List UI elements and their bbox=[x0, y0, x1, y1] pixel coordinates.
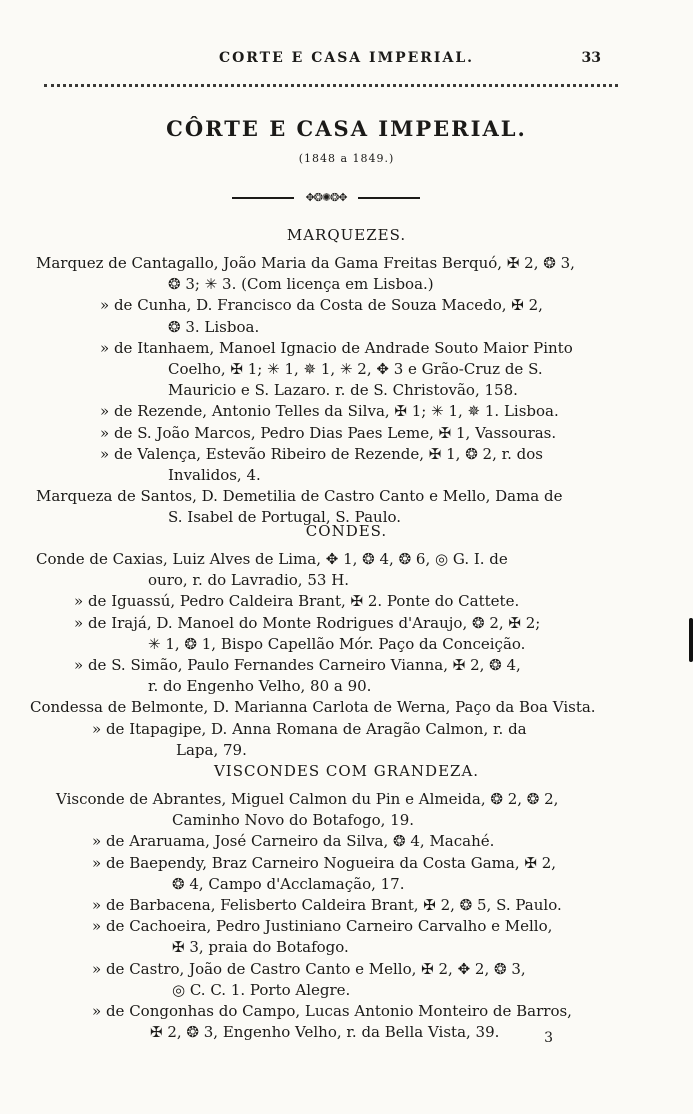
entry-line: » de Castro, João de Castro Canto e Mello, ✠ 2, ✥ 2, ❂ 3, bbox=[92, 959, 526, 978]
entry-line: Lapa, 79. bbox=[176, 740, 247, 759]
entry-line: S. Isabel de Portugal, S. Paulo. bbox=[168, 508, 402, 527]
ornament-glyph: ✥❂✺❂✥ bbox=[305, 191, 347, 204]
entry-line: Caminho Novo do Botafogo, 19. bbox=[172, 811, 415, 830]
entry-line: » de Cachoeira, Pedro Justiniano Carneiro Carvalho e Mello, bbox=[92, 917, 553, 936]
ornament-bar-right bbox=[358, 197, 420, 199]
dotted-rule bbox=[44, 84, 618, 87]
edge-mark bbox=[689, 618, 693, 662]
entry-line: Mauricio e S. Lazaro. r. de S. Christovão, 158. bbox=[168, 381, 518, 400]
entry-line: » de Barbacena, Felisberto Caldeira Brant, ✠ 2, ❂ 5, S. Paulo. bbox=[92, 896, 562, 914]
entry-line: ✳ 1, ❂ 1, Bispo Capellão Mór. Paço da Conceição. bbox=[148, 634, 526, 653]
entry-line: » de Congonhas do Campo, Lucas Antonio Monteiro de Barros, bbox=[92, 1002, 572, 1020]
entry-line: Coelho, ✠ 1; ✳ 1, ✵ 1, ✳ 2, ✥ 3 e Grão-Cruz de S. bbox=[168, 360, 543, 378]
entry-line: » de Itanhaem, Manoel Ignacio de Andrade Souto Maior Pinto bbox=[100, 338, 573, 357]
entry-line: » de Irajá, D. Manoel do Monte Rodrigues d'Araujo, ❂ 2, ✠ 2; bbox=[74, 613, 541, 632]
ornament-bar-left bbox=[232, 197, 294, 199]
entry-line: Invalidos, 4. bbox=[168, 466, 261, 484]
entry-line: Marqueza de Santos, D. Demetilia de Castro Canto e Mello, Dama de bbox=[36, 487, 563, 506]
entry-line: Condessa de Belmonte, D. Marianna Carlota de Werna, Paço da Boa Vista. bbox=[30, 698, 596, 717]
entry-line: ❂ 3; ✳ 3. (Com licença em Lisboa.) bbox=[168, 275, 434, 294]
running-head bbox=[0, 50, 693, 70]
page-title: CÔRTE E CASA IMPERIAL. bbox=[166, 116, 527, 141]
entry-line: » de S. Simão, Paulo Fernandes Carneiro Vianna, ✠ 2, ❂ 4, bbox=[74, 656, 521, 674]
years-subtitle: (1848 a 1849.) bbox=[298, 152, 395, 165]
running-head-title: CORTE E CASA IMPERIAL. bbox=[218, 50, 475, 66]
entry-line: » de Itapagipe, D. Anna Romana de Aragão Calmon, r. da bbox=[92, 719, 527, 738]
entry-line: Marquez de Cantagallo, João Maria da Gama Freitas Berquó, ✠ 2, ❂ 3, bbox=[36, 254, 575, 272]
section-heading-marquezes: MARQUEZES. bbox=[286, 226, 407, 244]
entry-line: » de Baependy, Braz Carneiro Nogueira da Costa Gama, ✠ 2, bbox=[92, 853, 557, 872]
entry-line: ✠ 2, ❂ 3, Engenho Velho, r. da Bella Vista, 39. bbox=[150, 1023, 500, 1042]
footer-folio: 3 bbox=[544, 1030, 553, 1046]
entry-line: » de Iguassú, Pedro Caldeira Brant, ✠ 2. Ponte do Cattete. bbox=[74, 592, 520, 611]
ornament-divider bbox=[232, 192, 420, 204]
section-heading-viscondes: VISCONDES COM GRANDEZA. bbox=[213, 762, 480, 780]
entry-line: ❂ 3. Lisboa. bbox=[168, 317, 260, 336]
entry-line: Visconde de Abrantes, Miguel Calmon du Pin e Almeida, ❂ 2, ❂ 2, bbox=[56, 790, 559, 808]
entry-line: r. do Engenho Velho, 80 a 90. bbox=[148, 677, 372, 696]
section-heading-condes: CONDES. bbox=[305, 522, 388, 540]
entry-line: ouro, r. do Lavradio, 53 H. bbox=[148, 571, 350, 590]
entry-line: » de Cunha, D. Francisco da Costa de Souza Macedo, ✠ 2, bbox=[100, 296, 543, 315]
entry-line: » de Valença, Estevão Ribeiro de Rezende, ✠ 1, ❂ 2, r. dos bbox=[100, 444, 544, 463]
entry-line: ✠ 3, praia do Botafogo. bbox=[172, 938, 349, 957]
entry-line: » de S. João Marcos, Pedro Dias Paes Leme, ✠ 1, Vassouras. bbox=[100, 423, 557, 442]
page-number: 33 bbox=[581, 50, 601, 66]
entry-line: » de Araruama, José Carneiro da Silva, ❂ 4, Macahé. bbox=[92, 832, 495, 851]
entry-line: ❂ 4, Campo d'Acclamação, 17. bbox=[172, 874, 405, 893]
entry-line: » de Rezende, Antonio Telles da Silva, ✠ 1; ✳ 1, ✵ 1. Lisboa. bbox=[100, 402, 559, 421]
entry-line: ◎ C. C. 1. Porto Alegre. bbox=[172, 980, 351, 999]
entry-line: Conde de Caxias, Luiz Alves de Lima, ✥ 1, ❂ 4, ❂ 6, ◎ G. I. de bbox=[36, 550, 508, 568]
